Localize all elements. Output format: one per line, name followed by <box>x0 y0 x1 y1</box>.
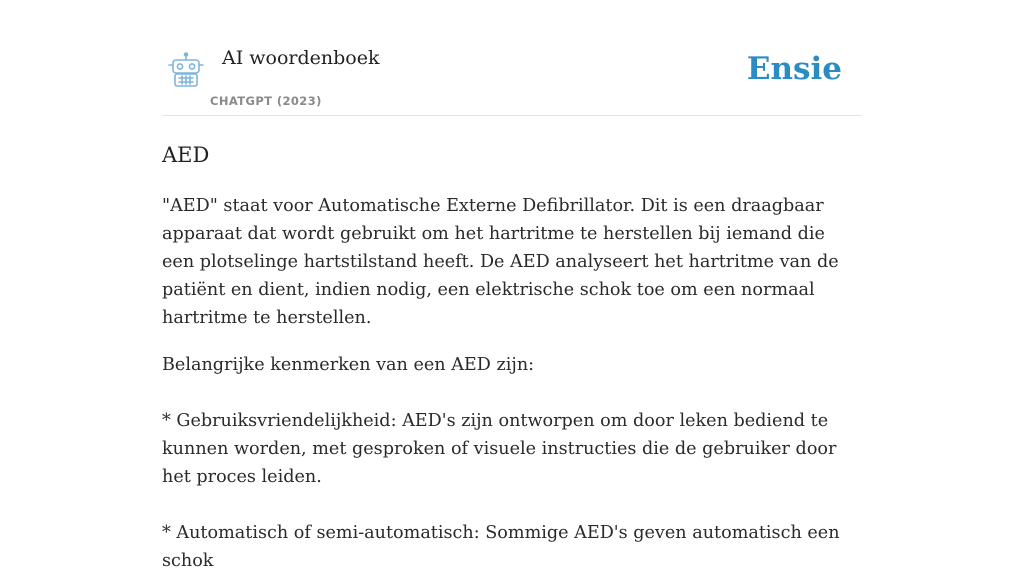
dictionary-header <box>162 0 862 116</box>
entry-definition <box>162 192 862 575</box>
features-intro: Belangrijke kenmerken van een AED zijn: <box>162 355 535 375</box>
dictionary-source: CHATGPT (2023) <box>210 94 322 108</box>
feature-item: * Gebruiksvriendelijkheid: AED's zijn ontworpen om door leken bediend te kunnen worden, met gesproken of visuele instructies die de gebruiker door het proces leiden. <box>162 411 837 487</box>
robot-icon <box>166 52 206 90</box>
definition-paragraph: "AED" staat voor Automatische Externe Defibrillator. Dit is een draagbaar apparaat dat wordt gebruikt om het hartritme te herstellen bij iemand die een plotselinge hartstilstand heeft. De AED analyseert het hartritme van de patiënt en dient, indien nodig, een elektrische schok toe om een normaal hartritme te herstellen. <box>162 196 839 328</box>
entry-term: AED <box>162 143 210 167</box>
dictionary-title[interactable]: AI woordenboek <box>222 47 380 69</box>
feature-item: * Automatisch of semi-automatisch: Sommige AED's geven automatisch een schok <box>162 523 840 571</box>
ensie-logo-link[interactable]: Ensie <box>746 51 842 87</box>
entry-page <box>162 0 862 571</box>
